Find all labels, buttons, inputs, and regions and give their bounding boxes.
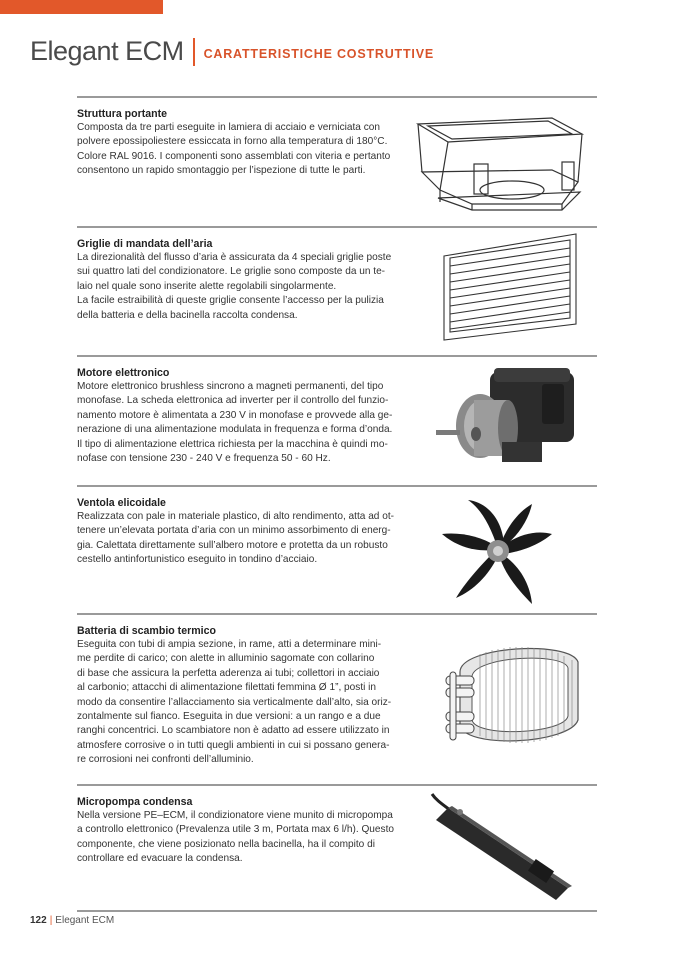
section-title: Struttura portante: [77, 108, 168, 120]
air-grille-illustration: [440, 232, 580, 344]
top-accent-bar: [0, 0, 163, 14]
footer-separator: |: [49, 915, 53, 926]
condensate-micropump-illustration: [428, 790, 578, 902]
section-divider: [77, 613, 597, 615]
helical-fan-illustration: [440, 494, 556, 608]
page-header: [30, 36, 434, 67]
page-bottom-divider: [77, 910, 597, 912]
footer-label: Elegant ECM: [55, 915, 115, 926]
section-title: Griglie di mandata dell’aria: [77, 238, 213, 250]
section-title: Ventola elicoidale: [77, 497, 166, 509]
electronic-motor-illustration: [432, 364, 582, 474]
section-divider: [77, 784, 597, 786]
section-divider: [77, 226, 597, 228]
section-divider: [77, 96, 597, 98]
page-number: 122: [30, 915, 47, 926]
section-title: Batteria di scambio termico: [77, 625, 216, 637]
section-body: Realizzata con pale in materiale plastico, di alto rendimento, atta ad ot- tenere un’elevata portata d’aria con un minimo assorbimento di energ- gia. Calettata direttamente sull’albero motore e protetta da un robusto cestello antinfortunistico eseguito in tondino d’acciaio.: [77, 511, 395, 566]
section-title: Micropompa condensa: [77, 796, 193, 808]
section-body: La direzionalità del flusso d’aria è assicurata da 4 speciali griglie poste sui quattro lati del condizionatore. Le griglie sono composte da un te- laio nel quale sono inserite alette regolabili singolarmente. La facile estraibilità di queste griglie consente l’accesso per la pulizia della batteria e della bacinella raccolta condensa.: [77, 252, 392, 321]
brand-title: Elegant ECM: [30, 36, 184, 66]
page-footer: [30, 915, 114, 926]
section-body: Motore elettronico brushless sincrono a magneti permanenti, del tipo monofase. La scheda elettronica ad inverter per il controllo del funzio- namento motore è alimentata a 230 V in monofase e provvede alla ge- nerazione di una alimentazione modulata in frequenza e forma d’onda. Il tipo di alimentazione elettrica richiesta per la macchina è quindi mo- nofase con tensione 230 - 240 V e frequenza 50 - 60 Hz.: [77, 381, 393, 465]
section-divider: [77, 485, 597, 487]
section-subtitle: CARATTERISTICHE COSTRUTTIVE: [203, 46, 434, 61]
section-body: Nella versione PE–ECM, il condizionatore viene munito di micropompa a controllo elettronico (Prevalenza utile 3 m, Portata max 6 l/h). Questo componente, che viene posizionato nella bacinella, ha il compito di controllare ed evacuare la condensa.: [77, 810, 394, 865]
section-body: Composta da tre parti eseguite in lamiera di acciaio e verniciata con polvere epossipoliestere essiccata in forno alla temperatura di 180°C. Colore RAL 9016. I componenti sono assemblati con viteria e pertanto consentono un rapido smontaggio per l’ispezione di tutte le parti.: [77, 122, 391, 177]
section-body: Eseguita con tubi di ampia sezione, in rame, atti a determinare mini- me perdite di carico; con alette in alluminio sagomate con collarino di base che assicura la perfetta aderenza ai tubi; collettori in acciaio al carbonio; attacchi di alimentazione filettati femmina Ø 1”, posti in modo da consentire l’allacciamento sia verticalmente dall’alto, sia oriz- zontalmente sul fianco. Eseguita in due versioni: a un rango e a due ranghi concentrici. Lo scambiatore non è adatto ad essere utilizzato in atmosfere corrosive o in tutti quegli ambienti in cui si possano genera- re corrosioni nei confronti dell’alluminio.: [77, 639, 392, 766]
section-title: Motore elettronico: [77, 367, 170, 379]
frame-structure-illustration: [412, 112, 588, 212]
heat-exchanger-coil-illustration: [440, 632, 586, 756]
header-separator: [193, 38, 195, 66]
section-divider: [77, 355, 597, 357]
